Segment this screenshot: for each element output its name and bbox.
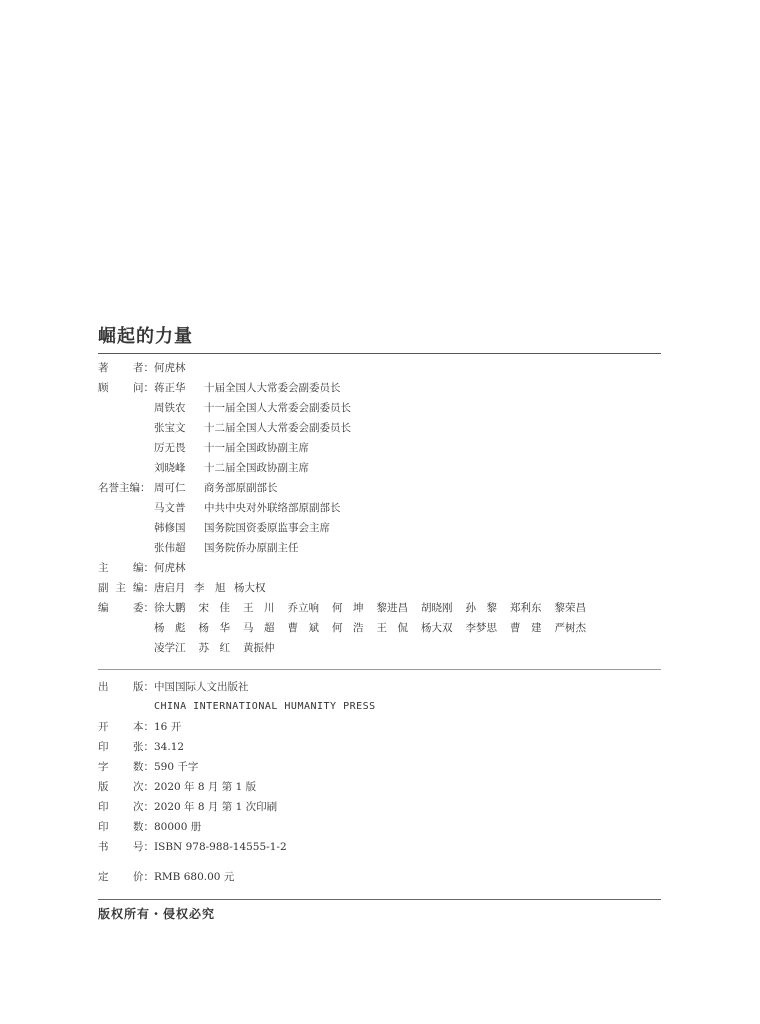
committee-member: 黄振仲 (243, 642, 275, 654)
honorary-editor-role: 国务院国资委原监事会主席 (204, 522, 330, 534)
honorary-editor-label: 名誉主编： (98, 482, 151, 494)
committee-member: 黎进昌 (376, 602, 408, 614)
committee-member: 杨大双 (421, 622, 453, 634)
bottom-divider (98, 899, 661, 900)
committee-names (154, 638, 288, 658)
publication-label: 印 数： (98, 821, 154, 833)
publication-label: 开 本： (98, 721, 154, 733)
committee-member: 王 侃 (376, 622, 408, 634)
advisor-entry (154, 418, 351, 438)
advisor-name: 周铁农 (154, 402, 186, 414)
publication-label: 版 次： (98, 781, 154, 793)
committee-member: 何 浩 (332, 622, 364, 634)
publication-label: 印 次： (98, 801, 154, 813)
deputy-editor-names (154, 578, 274, 598)
committee-member: 黎荣昌 (554, 602, 586, 614)
copyright-notice: 版权所有・侵权必究 (98, 907, 216, 921)
advisor-entry (154, 458, 309, 478)
honorary-editor-entry (154, 498, 341, 518)
author-name: 何虎林 (154, 362, 186, 374)
committee-member: 李梦思 (465, 622, 497, 634)
publication-value: ISBN 978-988-14555-1-2 (154, 841, 287, 853)
honorary-editor-name: 韩修国 (154, 522, 186, 534)
committee-label: 编 委： (98, 602, 154, 614)
honorary-editor-name: 马文普 (154, 502, 186, 514)
honorary-editor-role: 中共中央对外联络部原副部长 (204, 502, 341, 514)
honorary-editor-entry (154, 538, 299, 558)
committee-member: 孙 黎 (465, 602, 497, 614)
advisor-entry (154, 378, 341, 398)
advisor-name: 张宝文 (154, 422, 186, 434)
publication-label: 出 版： (98, 681, 154, 693)
committee-member: 何 坤 (332, 602, 364, 614)
deputy-editor-name: 唐启月 (154, 582, 186, 594)
committee-member: 马 超 (243, 622, 275, 634)
advisor-name: 蒋正华 (154, 382, 186, 394)
committee-member: 严树杰 (554, 622, 586, 634)
committee-member: 杨 彪 (154, 622, 186, 634)
committee-names (154, 598, 599, 618)
advisor-label: 顾 问： (98, 382, 154, 394)
advisor-entry (154, 398, 351, 418)
committee-member: 苏 红 (198, 642, 230, 654)
committee-member: 曹 斌 (287, 622, 319, 634)
committee-member: 王 川 (243, 602, 275, 614)
honorary-editor-entry (154, 518, 330, 538)
author-label: 著 者： (98, 362, 154, 374)
advisor-role: 十二届全国人大常委会副委员长 (204, 422, 351, 434)
publication-label: 印 张： (98, 741, 154, 753)
publication-value: 34.12 (154, 741, 185, 753)
honorary-editor-role: 商务部原副部长 (204, 482, 278, 494)
deputy-editor-name: 杨大权 (234, 582, 266, 594)
honorary-editor-entry (154, 478, 278, 498)
committee-member: 徐大鹏 (154, 602, 186, 614)
advisor-role: 十二届全国政协副主席 (204, 462, 309, 474)
committee-member: 宋 佳 (198, 602, 230, 614)
committee-member: 乔立响 (287, 602, 319, 614)
committee-member: 凌学江 (154, 642, 186, 654)
publication-value: 80000 册 (154, 821, 202, 833)
advisor-role: 十届全国人大常委会副委员长 (204, 382, 341, 394)
honorary-editor-name: 周可仁 (154, 482, 186, 494)
price-label: 定 价： (98, 871, 154, 883)
publication-value: 2020 年 8 月 第 1 次印刷 (154, 801, 278, 813)
book-title: 崛起的力量 (98, 326, 193, 347)
committee-names (154, 618, 599, 638)
advisor-name: 厉无畏 (154, 442, 186, 454)
publication-value: 16 开 (154, 721, 182, 733)
publication-value: CHINA INTERNATIONAL HUMANITY PRESS (154, 701, 376, 712)
publication-label: 书 号： (98, 841, 154, 853)
deputy-editor-name: 李 旭 (194, 582, 226, 594)
advisor-entry (154, 438, 309, 458)
honorary-editor-role: 国务院侨办原副主任 (204, 542, 299, 554)
advisor-name: 刘晓峰 (154, 462, 186, 474)
committee-member: 杨 华 (198, 622, 230, 634)
advisor-role: 十一届全国政协副主席 (204, 442, 309, 454)
committee-member: 郑利东 (510, 602, 542, 614)
title-divider (98, 353, 661, 354)
publication-value: 中国国际人文出版社 (154, 681, 249, 693)
committee-member: 曹 建 (510, 622, 542, 634)
committee-member: 胡晓刚 (421, 602, 453, 614)
advisor-role: 十一届全国人大常委会副委员长 (204, 402, 351, 414)
chief-editor-label: 主 编： (98, 562, 154, 574)
publication-value: 2020 年 8 月 第 1 版 (154, 781, 257, 793)
honorary-editor-name: 张伟超 (154, 542, 186, 554)
price-value: RMB 680.00 元 (154, 871, 235, 883)
deputy-editor-label: 副 主 编： (98, 582, 154, 594)
chief-editor-name: 何虎林 (154, 562, 186, 574)
publication-value: 590 千字 (154, 761, 199, 773)
section-divider (98, 669, 661, 670)
publication-label: 字 数： (98, 761, 154, 773)
